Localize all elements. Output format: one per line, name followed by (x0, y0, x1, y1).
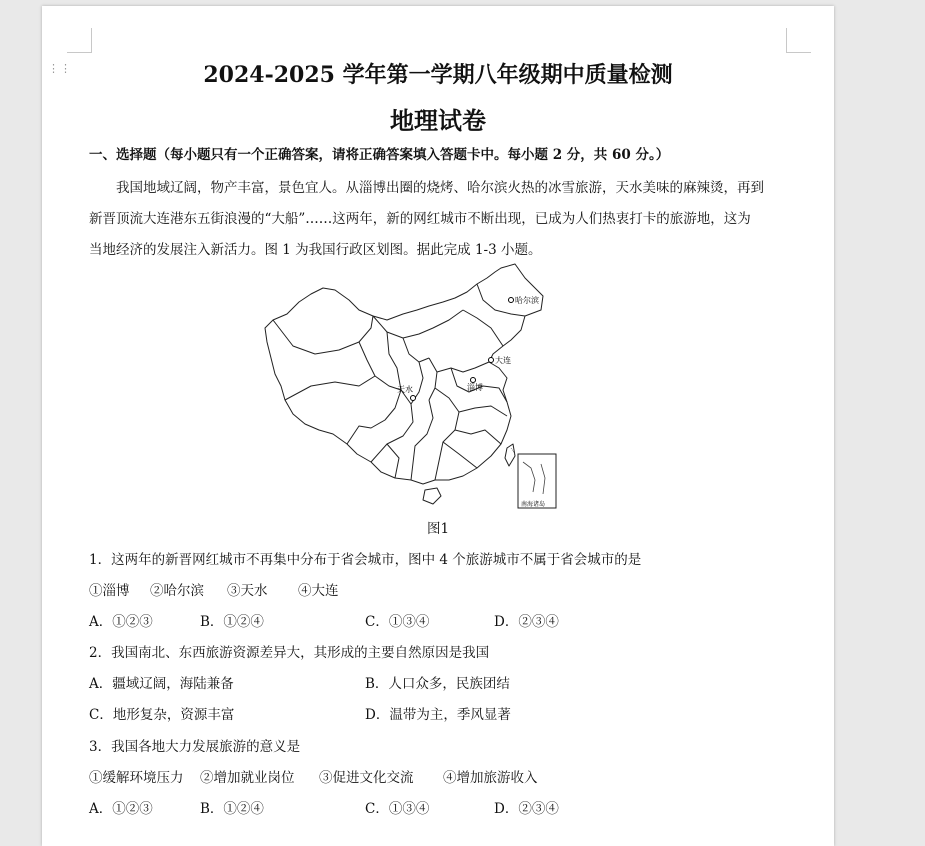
tianshui-label: 天水 (397, 385, 413, 394)
q2-option-c[interactable]: C．地形复杂，资源丰富 (89, 707, 235, 723)
china-map-figure (263, 258, 563, 510)
q3-item-1: ①缓解环境压力 (89, 770, 184, 786)
zibo-label: 淄博 (467, 383, 483, 392)
q1-option-b[interactable]: B．①②④ (200, 614, 264, 630)
harbin-marker (509, 298, 514, 303)
q3-option-c[interactable]: C．①③④ (365, 801, 430, 817)
q3-item-4: ④增加旅游收入 (443, 770, 538, 786)
question-2-stem: 2．我国南北、东西旅游资源差异大，其形成的主要自然原因是我国 (89, 645, 490, 661)
section-heading: 一、选择题（每小题只有一个正确答案，请将正确答案填入答题卡中。每小题 2 分，共 60 分。） (89, 147, 670, 163)
intro-line-3: 当地经济的发展注入新活力。图 1 为我国行政区划图。据此完成 1-3 小题。 (89, 242, 542, 258)
crop-mark-top-left (67, 28, 92, 53)
q3-option-a[interactable]: A．①②③ (89, 801, 153, 817)
inset-label: 南海诸岛 (521, 501, 546, 508)
q2-option-b[interactable]: B．人口众多，民族团结 (365, 676, 510, 692)
figure-caption: 图1 (426, 521, 450, 537)
taiwan-island (505, 444, 515, 466)
question-3-stem: 3．我国各地大力发展旅游的意义是 (89, 739, 301, 755)
q1-item-1: ①淄博 (89, 583, 130, 599)
harbin-label: 哈尔滨 (515, 296, 539, 305)
q2-option-d[interactable]: D．温带为主，季风显著 (365, 707, 511, 723)
intro-line-1: 我国地域辽阔，物产丰富，景色宜人。从淄博出圈的烧烤、哈尔滨火热的冰雪旅游，天水美味的麻辣烫，再到 (116, 180, 764, 196)
tianshui-marker (411, 396, 416, 401)
china-outline (265, 264, 543, 484)
q3-item-3: ③促进文化交流 (319, 770, 414, 786)
q1-item-3: ③天水 (227, 583, 268, 599)
drag-handle-icon[interactable]: ⋮⋮ (48, 62, 72, 75)
exam-subject: 地理试卷 (390, 106, 486, 135)
intro-line-2: 新晋顶流大连港东五街浪漫的“大船”……这两年，新的网红城市不断出现，已成为人们热衷打卡的旅游地，这为 (89, 211, 751, 227)
hainan-island (423, 488, 441, 504)
q2-option-a[interactable]: A．疆域辽阔，海陆兼备 (89, 676, 234, 692)
exam-title: 2024-2025 学年第一学期八年级期中质量检测 (203, 62, 673, 88)
q1-item-4: ④大连 (298, 583, 339, 599)
q3-option-b[interactable]: B．①②④ (200, 801, 264, 817)
q1-option-d[interactable]: D．②③④ (494, 614, 559, 630)
question-1-stem: 1．这两年的新晋网红城市不再集中分布于省会城市，图中 4 个旅游城市不属于省会城市的是 (89, 552, 642, 568)
document-page (42, 6, 834, 846)
q1-option-c[interactable]: C．①③④ (365, 614, 430, 630)
dalian-marker (489, 358, 494, 363)
crop-mark-top-right (786, 28, 811, 53)
dalian-label: 大连 (495, 356, 511, 365)
q3-item-2: ②增加就业岗位 (200, 770, 295, 786)
q3-option-d[interactable]: D．②③④ (494, 801, 559, 817)
q1-option-a[interactable]: A．①②③ (89, 614, 153, 630)
q1-item-2: ②哈尔滨 (150, 583, 204, 599)
zibo-marker (471, 378, 476, 383)
